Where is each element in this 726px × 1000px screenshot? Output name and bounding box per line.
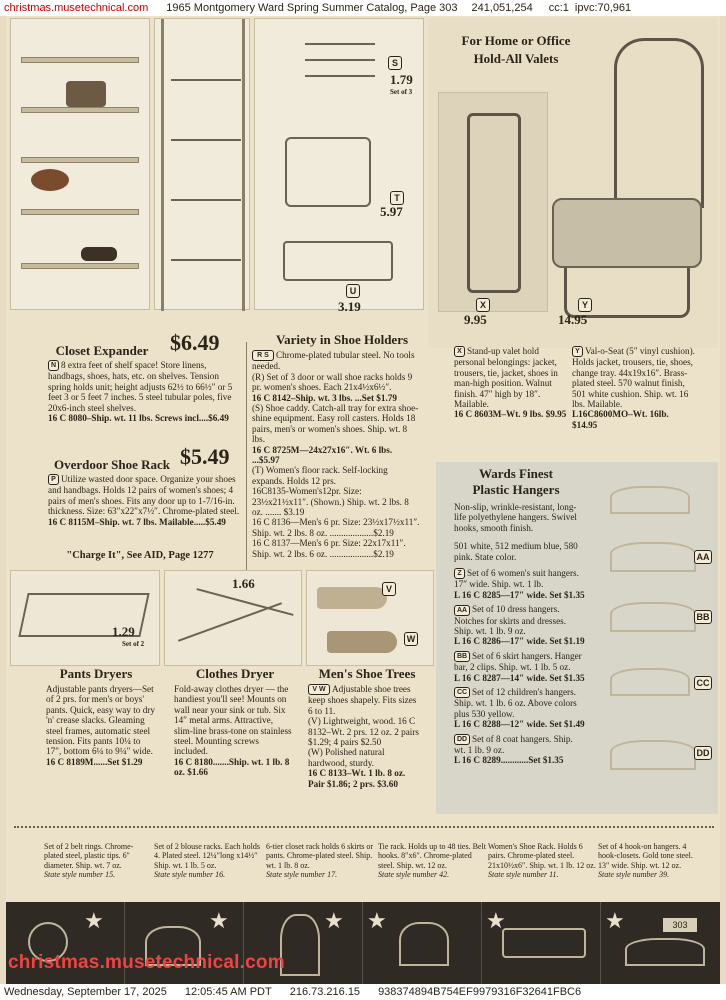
- closet-description: 8 extra feet of shelf space! Store linens, handbags, shoes, hats, etc. on shelves. Tension spring holds unit; height adjusts 62½ to 66½″ or 5 feet 3 or 5 feet 7 inches. 5 steel tubular poles, five 20x6-inch steel shelves.: [48, 360, 233, 413]
- hangers-colors: 501 white, 512 medium blue, 580 pink. State color.: [454, 541, 578, 562]
- badge-bb: BB: [454, 651, 470, 662]
- overdoor-price: $5.49: [180, 444, 230, 469]
- rack-bar-1: [171, 79, 241, 81]
- badge-p: P: [48, 474, 59, 485]
- tag-bb: BB: [694, 610, 712, 624]
- valet-x-text: [454, 346, 568, 420]
- valets-heading-1: For Home or Office: [461, 33, 571, 48]
- pants-description: Adjustable pants dryers—Set of 2 prs. for men's or boys' pants. Quick, easy way to dry 'n' crease slacks. Gleaming steel frames, automatic steel tension. Fits pants 10¼ to 17″, bottom 6¼ to 9¼″ wide.: [46, 684, 155, 757]
- valet-x-frame: [467, 113, 521, 293]
- valet-y-order: L16C8600MO–Wt. 16lb. $14.95: [572, 409, 669, 430]
- catalog-title: 1965 Montgomery Ward Spring Summer Catalog, Page 303: [166, 2, 458, 14]
- strip-cell-5: [482, 902, 601, 984]
- overdoor-rack-photo: [154, 18, 250, 310]
- shoe-rack-shape: [502, 928, 586, 958]
- badge-z: Z: [454, 568, 465, 579]
- site-link[interactable]: christmas.musetechnical.com: [4, 2, 149, 14]
- strip-cell-6: [601, 902, 720, 984]
- small-item-6-note: State style number 39.: [598, 870, 670, 880]
- valets-panel: [428, 18, 718, 348]
- closet-expander-photo: [10, 18, 150, 310]
- hangers-intro: Non-slip, wrinkle-resistant, long-life polyethylene hangers. Swivel hooks, smooth finish.: [454, 502, 577, 533]
- variety-r-order: 16 C 8142–Ship. wt. 3 lbs. ...Set $1.79: [252, 392, 397, 403]
- ip-text: 216.73.216.15: [289, 986, 361, 998]
- variety-s-order: 16 C 8725M—24x27x16″. Wt. 6 lbs. ...$5.97: [252, 444, 393, 466]
- shoe-shape: [81, 247, 117, 261]
- variety-s-text: (S) Shoe caddy. Catch-all tray for extra shoe-shine equipment. Easy roll casters. Holds 18 pairs, men's or women's shoes. Ship. wt. 8 lbs.: [252, 403, 419, 445]
- hangers-text: [454, 502, 586, 766]
- hangers-title-1: Wards Finest: [478, 466, 554, 481]
- variety-title: Variety in Shoe Holders: [275, 332, 409, 347]
- clothes-dryer-title: Clothes Dryer: [195, 666, 275, 681]
- hangers-z-order: L 16 C 8285—17″ wide. Set $1.35: [454, 589, 585, 600]
- clothes-dryer-order: 16 C 8180.......Ship. wt. 1 lb. 8 oz. $1.66: [174, 756, 290, 778]
- tag-y: Y: [578, 298, 592, 312]
- shelf-5: [21, 263, 139, 269]
- handbag-shape: [66, 81, 106, 107]
- small-item-3-note: State style number 17.: [266, 870, 338, 880]
- shoe-tree-1: [317, 587, 387, 609]
- rack-bar-3: [171, 199, 241, 201]
- price-x: 9.95: [464, 312, 487, 327]
- date-text: Wednesday, September 17, 2025: [4, 986, 167, 998]
- tag-u: U: [346, 284, 360, 298]
- hook-hanger-shape: [625, 938, 705, 966]
- overdoor-order: 16 C 8115M–Ship. wt. 7 lbs. Mailable.....$5.49: [48, 516, 226, 527]
- overdoor-description: Utilize wasted door space. Organize your shoes and handbags. Holds 12 pairs of women's shoes; 4 pairs of men's shoes. Fits any door up to 1-7/16-in. thickness. Size: 63″x22″x7½″. Chrome-plated steel.: [48, 474, 240, 517]
- valet-x-description: Stand-up valet hold personal belongings: jacket, trousers, tie, jacket, shoes in man-high position. Walnut finish. 47″ high by 18″. Mailable.: [454, 346, 558, 410]
- tag-x: X: [476, 298, 490, 312]
- tag-s: S: [388, 56, 402, 70]
- price-s: 1.79: [390, 72, 413, 87]
- divider-1: [246, 342, 247, 572]
- wall-rack-3: [305, 75, 375, 77]
- small-item-4-note: State style number 42.: [378, 870, 450, 880]
- shoe-trees-w: (W) Polished natural hardwood, sturdy.: [308, 747, 385, 768]
- pants-order: 16 C 8189M......Set $1.29: [46, 756, 143, 767]
- badge-aa: AA: [454, 605, 470, 616]
- hangers-aa-order: L 16 C 8286—17″ wide. Set $1.19: [454, 636, 585, 647]
- pants-dryers-title: Pants Dryers: [59, 666, 133, 681]
- wall-rack-1: [305, 43, 375, 45]
- valet-y-description: Val-o-Seat (5″ vinyl cushion). Holds jacket, trousers, tie, shoes, change tray. 44x19x16″. Brass-plated steel. 570 walnut finish, 501 white cushion. Ship. wt. 16 lbs. Mailable.: [572, 346, 695, 410]
- hangers-title-2: Plastic Hangers: [472, 482, 560, 497]
- small-item-3-text: 6-tier closet rack holds 6 skirts or pants. Chrome-plated steel. Ship. wt. 1 lb. 8 oz.: [266, 842, 374, 870]
- valet-x-photo: [438, 92, 548, 312]
- clothes-dryer-description: Fold-away clothes dryer — the handiest you'll see! Mounts on wall near your sink or tub. Six 14″ metal arms. Attractive, slim-line brass-tone on stainless steel. Mounting screws included.: [174, 684, 292, 757]
- closet-expander-price: $6.49: [170, 330, 220, 355]
- rack-bar-2: [171, 139, 241, 141]
- shoe-caddy-shape: [285, 137, 371, 207]
- small-item-2-text: Set of 2 blouse racks. Each holds 4. Plated steel. 12¼″long x14½″ Ship. wt. 1 lb. 5 oz.: [154, 842, 260, 870]
- top-info-bar: [0, 0, 726, 16]
- hangers-dd-text: Set of 8 coat hangers. Ship. wt. 1 lb. 9 oz.: [454, 733, 573, 756]
- star-icon: ★: [605, 908, 625, 933]
- variety-t-order-3: 16 C 8137—Men's 6 pr. Size: 22x17x11″. Ship. wt. 2 lbs. 6 oz. ...................$2.19: [252, 538, 406, 559]
- hanger-bb: [610, 602, 696, 632]
- rack-bar-4: [171, 259, 241, 261]
- badge-y: Y: [572, 346, 583, 357]
- pants-price: 1.29: [112, 624, 135, 639]
- small-item-6-text: Set of 4 hook-on hangers. 4 hook-closets. Gold tone steel. 13″ wide. Ship. wt. 12 oz.: [598, 842, 693, 870]
- overdoor-title: Overdoor Shoe Rack: [53, 457, 171, 472]
- dryer-price: 1.66: [232, 576, 255, 591]
- small-item-6: [598, 842, 706, 880]
- tag-w: W: [404, 632, 418, 646]
- overdoor-text: [48, 474, 244, 527]
- small-item-1-note: State style number 15.: [44, 870, 116, 880]
- tag-t: T: [390, 191, 404, 205]
- catalog-page: [6, 16, 720, 984]
- small-item-3: [266, 842, 374, 880]
- small-item-4: [378, 842, 486, 880]
- pants-dryer-photo: [10, 570, 160, 666]
- hanger-z: [610, 486, 690, 514]
- shelf-3: [21, 157, 139, 163]
- variety-text: [252, 350, 420, 559]
- tag-303: 303: [663, 918, 697, 932]
- shelf-1: [21, 57, 139, 63]
- hanger-aa: [610, 542, 696, 572]
- ipvc-count: ipvc:70,961: [574, 2, 632, 14]
- tag-dd: DD: [694, 746, 712, 760]
- badge-r-s: R S: [252, 350, 274, 361]
- star-icon: ★: [486, 908, 506, 933]
- shelf-4: [21, 209, 139, 215]
- floor-rack-shape: [283, 241, 393, 281]
- pants-dryers-text: [46, 684, 158, 767]
- tag-v: V: [382, 582, 396, 596]
- valet-x-order: 16 C 8603M–Wt. 9 lbs. $9.95: [454, 409, 567, 420]
- page-code: 241,051,254: [471, 2, 533, 14]
- badge-v-w: V W: [308, 684, 330, 695]
- price-t: 5.97: [380, 204, 403, 219]
- football-shape: [31, 169, 69, 191]
- valet-y-text: [572, 346, 696, 430]
- shoe-trees-title: Men's Shoe Trees: [318, 666, 416, 681]
- valets-heading-2: Hold-All Valets: [473, 51, 559, 66]
- variety-t-text: (T) Women's floor rack. Self-locking expands. Holds 12 prs.: [252, 465, 388, 486]
- star-icon: ★: [367, 908, 387, 933]
- closet-expander-text: [48, 360, 244, 423]
- hangers-aa-text: Set of 10 dress hangers. Notches for skirts and dresses. Ship. wt. 1 lb. 9 oz.: [454, 604, 567, 637]
- variety-r-text: (R) Set of 3 door or wall shoe racks holds 9 pr. women's shoes. Each 21x4½x6½″.: [252, 371, 413, 393]
- note-s: Set of 3: [390, 88, 413, 96]
- shoe-tree-2: [327, 631, 397, 653]
- hangers-cc-order: L 16 C 8288—12″ wide. Set $1.49: [454, 719, 585, 730]
- valet-y-frame: [614, 38, 704, 208]
- hash-text: 938374894B754EF9979316F32641FBC6: [378, 986, 582, 998]
- badge-x: X: [454, 346, 465, 357]
- small-item-5-note: State style number 11.: [488, 870, 559, 880]
- closet-expander-title: Closet Expander: [55, 343, 149, 358]
- small-item-1: [44, 842, 152, 880]
- hangers-cc-text: Set of 12 children's hangers. Ship. wt. 1 lb. 6 oz. Above colors plus 530 yellow.: [454, 687, 577, 719]
- hangers-z-text: Set of 6 women's suit hangers. 17″ wide. Ship. wt. 1 lb.: [454, 568, 579, 590]
- star-icon: ★: [84, 908, 104, 933]
- valet-y-seat: [552, 198, 702, 268]
- shoe-trees-w-order: 16 C 8133–Wt. 1 lb. 8 oz. Pair $1.86; 2 prs. $3.60: [308, 768, 406, 789]
- hangers-dd-order: L 16 C 8289............Set $1.35: [454, 755, 564, 766]
- hanger-dd: [610, 740, 696, 770]
- pants-note: Set of 2: [122, 640, 145, 648]
- wall-rack-2: [305, 59, 375, 61]
- cc-count: cc:1: [548, 2, 569, 14]
- hangers-bb-order: L 16 C 8287—14″ wide. Set $1.35: [454, 672, 585, 683]
- tag-cc: CC: [694, 676, 712, 690]
- price-y: 14.95: [558, 312, 588, 327]
- badge-n: N: [48, 360, 59, 371]
- bottom-info-bar: [0, 984, 726, 1000]
- door-frame: [161, 19, 245, 311]
- hangers-bb-text: Set of 6 skirt hangers. Hanger bar, 2 clips. Ship. wt. 1 lb. 5 oz.: [454, 650, 582, 673]
- small-item-4-text: Tie rack. Holds up to 48 ties. Belt hooks. 8″x6″. Chrome-plated steel. Ship. wt. 12 oz.: [378, 842, 486, 870]
- star-icon: ★: [324, 908, 344, 933]
- tag-aa: AA: [694, 550, 712, 564]
- variety-t-order-1: 16C8135-Women's12pr. Size: 23½x21½x11″. (Shown.) Ship. wt. 2 lbs. 8 oz. ....... $3.19: [252, 486, 409, 518]
- small-item-2: [154, 842, 262, 880]
- shelf-2: [21, 107, 139, 113]
- tier-rack-shape: [280, 914, 320, 976]
- variety-intro: Chrome-plated tubular steel. No tools needed.: [252, 350, 415, 372]
- small-item-5: [488, 842, 596, 880]
- section-separator: [14, 826, 714, 828]
- badge-cc: CC: [454, 687, 470, 698]
- shoe-trees-text: [308, 684, 420, 789]
- shoe-trees-description: Adjustable shoe trees keep shoes shapely. Fits sizes 6 to 11.: [308, 684, 417, 716]
- small-item-5-text: Women's Shoe Rack. Holds 6 pairs. Chrome-plated steel. 21x10½x6″. Ship. wt. 1 lb. 12 oz.: [488, 842, 596, 870]
- tie-rack-shape: [399, 922, 449, 966]
- variety-t-order-2: 16 C 8136—Men's 6 pr. Size: 23½x17½x11″. Ship. wt. 2 lbs. 8 oz. ...................$2.19: [252, 517, 420, 538]
- price-u: 3.19: [338, 299, 361, 314]
- time-text: 12:05:45 AM PDT: [184, 986, 272, 998]
- star-icon: ★: [209, 908, 229, 933]
- closet-order: 16 C 8080–Ship. wt. 11 lbs. Screws incl....$6.49: [48, 413, 229, 424]
- clothes-dryer-text: [174, 684, 292, 778]
- badge-dd: DD: [454, 734, 470, 745]
- charge-it-note: "Charge It", See AID, Page 1277: [66, 550, 214, 561]
- hanger-cc: [610, 668, 690, 696]
- shoe-trees-v: (V) Lightweight, wood. 16 C 8132–Wt. 2 prs. 12 oz. 2 pairs $1.29; 4 pairs $2.50: [308, 716, 419, 748]
- strip-cell-4: [363, 902, 482, 984]
- small-item-1-text: Set of 2 belt rings. Chrome-plated steel, plastic tips. 6″ diameter. Ship. wt. 7 oz.: [44, 842, 134, 870]
- shoe-trees-photo: [306, 570, 434, 666]
- watermark: christmas.musetechnical.com: [8, 952, 285, 973]
- small-item-2-note: State style number 16.: [154, 870, 226, 880]
